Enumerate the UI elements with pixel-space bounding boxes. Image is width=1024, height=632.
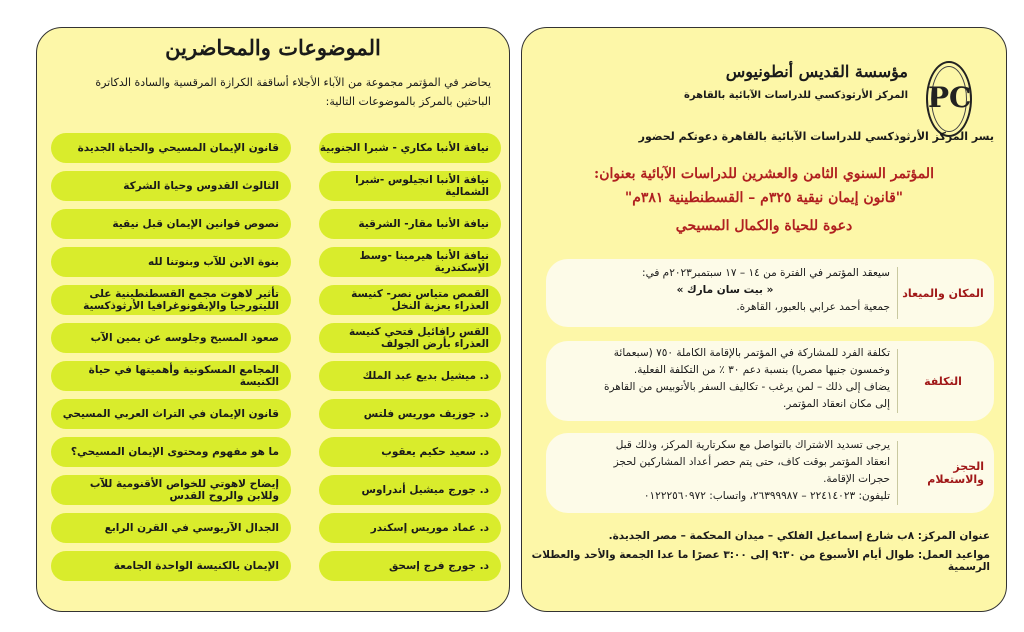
logo-monogram: PC [928, 81, 972, 114]
speaker-pill [319, 209, 501, 239]
speaker-pill [319, 475, 501, 505]
organization-subtitle: المركز الأرثوذكسي للدراسات الآبائية بالقاهرة [684, 90, 908, 101]
working-hours: مواعيد العمل: طوال أيام الأسبوع من ٩:٣٠ إلى ٣:٠٠ عصرًا ما عدا الجمعة والأحد والعطلات الرسمية [531, 549, 990, 573]
speaker-name: نيافة الأنبا انجيلوس -شبرا الشمالية [355, 174, 489, 198]
lecture-row [37, 247, 509, 277]
cost-line: إلى مكان انعقاد المؤتمر. [782, 398, 890, 410]
lecture-row [37, 323, 509, 353]
speaker-name: د. ميشيل بديع عبد الملك [362, 370, 489, 382]
booking-line: انعقاد المؤتمر بوقت كاف، حتى يتم حصر أعداد المشاركين لحجز [613, 456, 890, 468]
topic-title: الإيمان بالكنيسة الواحدة الجامعة [113, 560, 279, 572]
topic-title: نصوص قوانين الإيمان قبل نيقية [112, 218, 279, 230]
speaker-pill [319, 171, 501, 201]
booking-box [546, 433, 994, 513]
conference-subtitle: دعوة للحياة والكمال المسيحي [675, 218, 853, 234]
cost-label: التكلفة [924, 374, 962, 388]
box-divider [897, 349, 898, 413]
venue-date-box [546, 259, 994, 327]
topic-pill [51, 551, 291, 581]
box-divider [897, 441, 898, 505]
speaker-pill [319, 285, 501, 315]
topic-title: قانون الإيمان في التراث العربي المسيحي [62, 408, 279, 420]
speaker-name: القمص متياس نصر- كنيسة العذراء بعزبة النخل [351, 288, 489, 312]
lecture-row [37, 399, 509, 429]
speaker-pill [319, 323, 501, 353]
speaker-pill [319, 437, 501, 467]
speaker-name: د. سعيد حكيم يعقوب [381, 446, 489, 458]
booking-details [560, 437, 890, 505]
venue-date-label: المكان والميعاد [902, 286, 984, 300]
booking-line: حجرات الإقامة. [823, 473, 890, 485]
organization-name: مؤسسة القديس أنطونيوس [725, 62, 908, 81]
speaker-pill [319, 361, 501, 391]
speaker-name: د. جورج ميشيل أندراوس [361, 484, 489, 496]
topic-title: تأثير لاهوت مجمع القسطنطينية على الليتورجيا والإيقونوغرافيا الأرثوذكسية [83, 288, 279, 312]
topics-title: الموضوعات والمحاضرين [165, 35, 381, 60]
cost-line: تكلفة الفرد للمشاركة في المؤتمر بالإقامة الكاملة ٧٥٠ (سبعمائة [613, 347, 890, 359]
invitation-text: يسر المركز الأرثوذكسي للدراسات الآبائية بالقاهرة دعوتكم لحضور [638, 130, 994, 143]
topic-title: المجامع المسكونية وأهميتها في حياة الكنيسة [88, 364, 279, 388]
topic-title: الجدال الآريوسي في القرن الرابع [104, 522, 279, 534]
lecture-row [37, 285, 509, 315]
topic-pill [51, 399, 291, 429]
box-divider [897, 267, 898, 319]
lecture-row [37, 437, 509, 467]
speaker-pill [319, 247, 501, 277]
lecture-row [37, 361, 509, 391]
speaker-pill [319, 399, 501, 429]
speaker-name: نيافة الأنبا هيرمينا -وسط الإسكندرية [359, 250, 489, 274]
cost-line: يضاف إلى ذلك – لمن يرغب - تكاليف السفر بالأتوبيس من القاهرة [604, 381, 890, 393]
lecture-row [37, 171, 509, 201]
speaker-pill [319, 513, 501, 543]
conference-heading: المؤتمر السنوي الثامن والعشرين للدراسات الآبائية بعنوان: [594, 166, 934, 182]
venue-name: « بيت سان مارك » [676, 284, 774, 296]
topic-title: بنوة الابن للآب وبنوتنا لله [147, 256, 279, 268]
center-logo [926, 61, 972, 137]
speaker-pill [319, 133, 501, 163]
contact-phones: تليفون: ٢٢٤١٤٠٢٣ – ٢٦٣٩٩٩٨٧، واتساب: ٠١٢٢٢٥٦٠٩٧٢ [643, 490, 890, 502]
topics-panel [36, 27, 510, 612]
speaker-pill [319, 551, 501, 581]
cost-box [546, 341, 994, 421]
cost-details [560, 345, 890, 413]
topic-title: قانون الإيمان المسيحي والحياة الجديدة [77, 142, 279, 154]
topic-pill [51, 323, 291, 353]
topic-title: ما هو مفهوم ومحتوى الإيمان المسيحي؟ [70, 446, 279, 458]
speaker-name: د. عماد موريس إسكندر [370, 522, 489, 534]
venue-address: جمعية أحمد عرابي بالعبور، القاهرة. [736, 301, 890, 313]
topic-pill [51, 513, 291, 543]
speaker-name: د. جورج فرج إسحق [388, 560, 489, 572]
topic-title: صعود المسيح وجلوسه عن يمين الآب [90, 332, 279, 344]
speaker-name: نيافة الأنبا مكاري - شبرا الجنوبية [319, 142, 489, 154]
invitation-panel [521, 27, 1007, 612]
conference-title: "قانون إيمان نيقية ٣٢٥م – القسطنطينية ٣٨١م" [624, 190, 904, 206]
topic-pill [51, 475, 291, 505]
topic-pill [51, 171, 291, 201]
lecture-row [37, 133, 509, 163]
topics-intro: يحاضر في المؤتمر مجموعة من الآباء الأجلاء أساقفة الكرازة المرقسية والسادة الدكاترة الباحثين بالمركز بالموضوعات التالية: [95, 76, 491, 108]
lecture-row [37, 551, 509, 581]
topic-title: الثالوث القدوس وحياة الشركة [123, 180, 279, 192]
venue-date-line: سيعقد المؤتمر في الفترة من ١٤ – ١٧ سبتمبر٢٠٢٣م في: [642, 267, 890, 279]
venue-date-details [560, 265, 890, 316]
lecture-row [37, 209, 509, 239]
center-address: عنوان المركز: ٨ب شارع إسماعيل الفلكي – ميدان المحكمة – مصر الجديدة. [608, 530, 990, 542]
topic-pill [51, 437, 291, 467]
topic-title: إيضاح لاهوتي للخواص الأقنومية للآب وللابن والروح القدس [89, 478, 279, 502]
speaker-name: القس رافائيل فتحي كنيسة العذراء بأرض الجولف [348, 326, 489, 350]
topic-pill [51, 361, 291, 391]
cost-line: وخمسون جنيها مصريا) بنسبة دعم ٣٠ ٪ من التكلفة الفعلية. [633, 364, 890, 376]
lecture-row [37, 513, 509, 543]
booking-label: الحجز والاستعلام [927, 460, 984, 486]
topic-pill [51, 247, 291, 277]
speaker-name: نيافة الأنبا مقار- الشرقية [358, 218, 489, 230]
speaker-name: د. جوزيف موريس فلتس [363, 408, 489, 420]
topic-pill [51, 133, 291, 163]
booking-line: يرجى تسديد الاشتراك بالتواصل مع سكرتارية المركز، وذلك قبل [615, 439, 890, 451]
topic-pill [51, 209, 291, 239]
lecture-row [37, 475, 509, 505]
topic-pill [51, 285, 291, 315]
